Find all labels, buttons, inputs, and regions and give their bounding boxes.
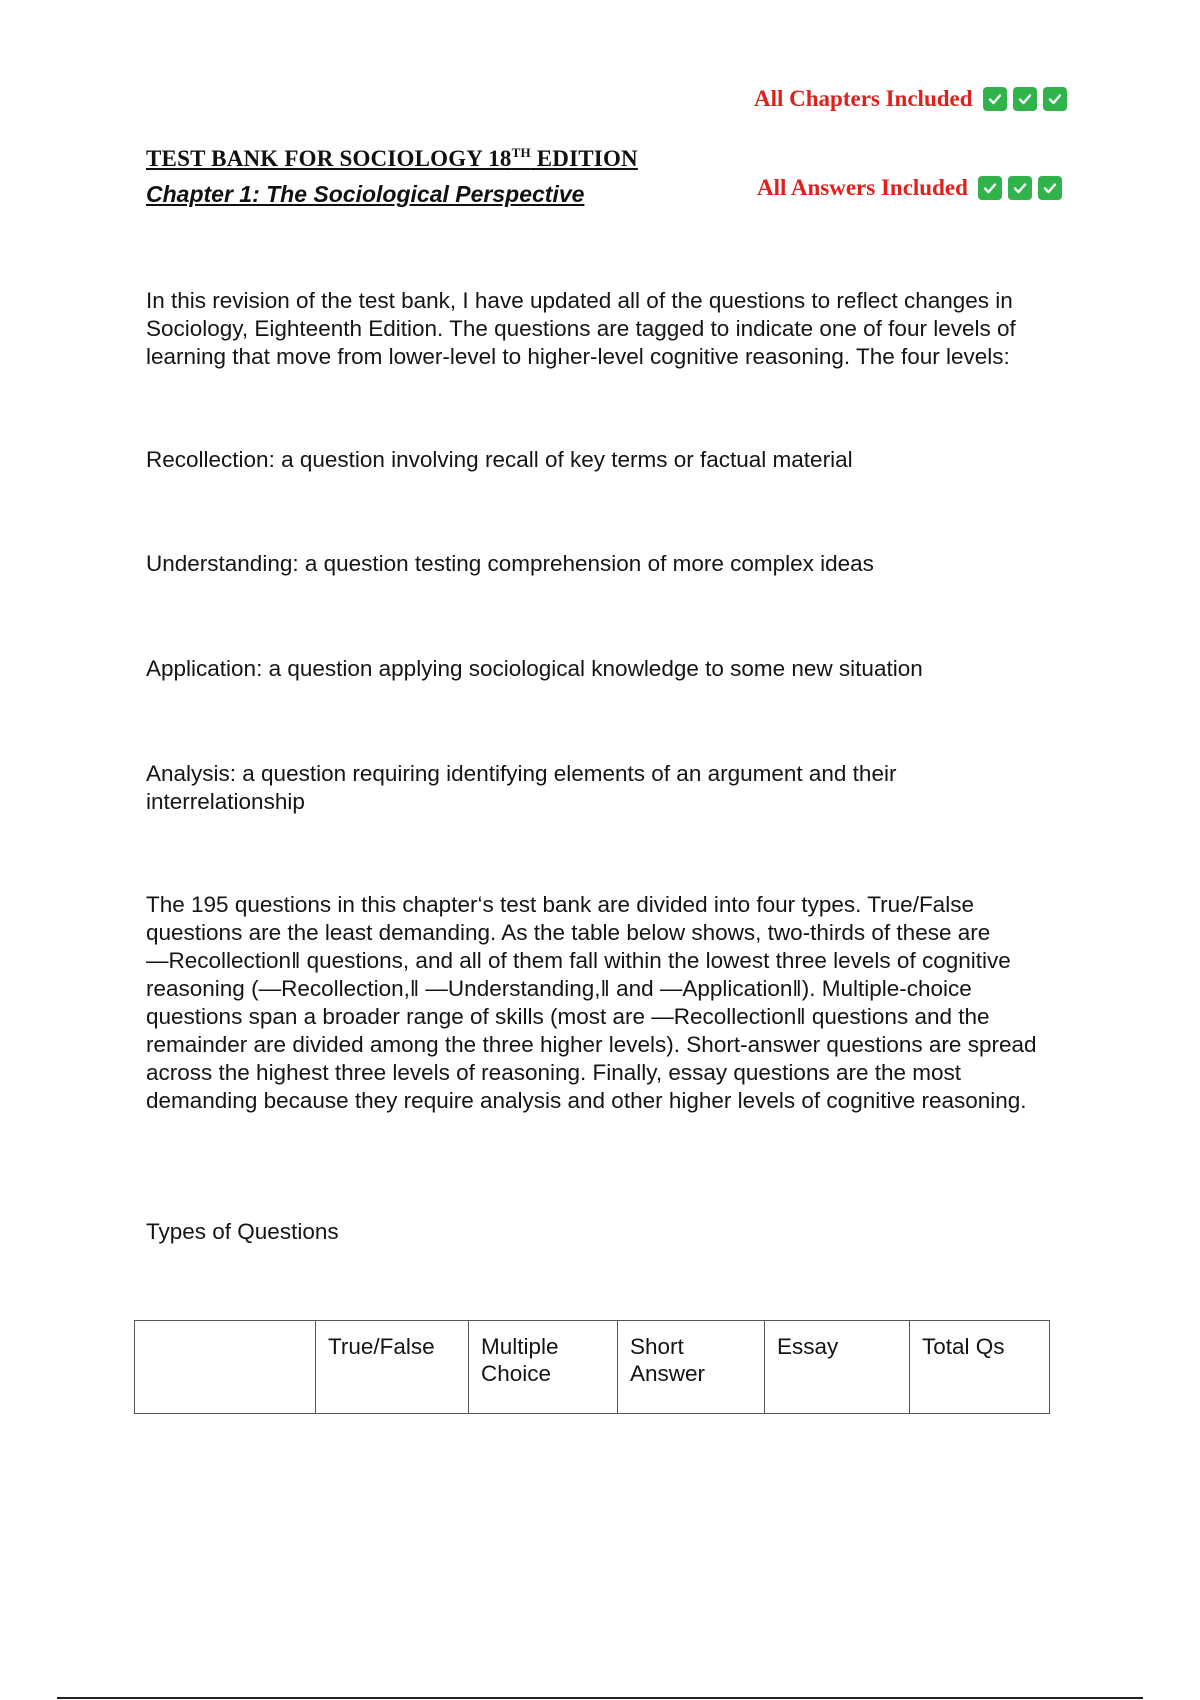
title-superscript: TH (511, 145, 531, 160)
question-types-paragraph: The 195 questions in this chapter‘s test bank are divided into four types. True/False questions are the least demanding. As the table below shows, two-thirds of these are ―Recollection‖ questions, and all of them fall within the lowest three levels of cognitive reasoning (―Recollection,‖ ―Understanding,‖ and ―Application‖). Multiple-choice questions span a broader range of skills (most are ―Recollection‖ questions and the remainder are divided among the three higher levels). Short-answer questions are spread across the highest three levels of reasoning. Finally, essay questions are the most demanding because they require analysis and other higher levels of cognitive reasoning. (146, 892, 1037, 1113)
all-chapters-label: All Chapters Included (754, 86, 973, 111)
check-box-icon (978, 176, 1002, 200)
check-box-icon (1008, 176, 1032, 200)
table-header-cell: Total Qs (910, 1321, 1050, 1414)
document-title (146, 145, 638, 172)
level-recollection: Recollection: a question involving recall of key terms or factual material (146, 447, 853, 472)
table-header-row (135, 1321, 1050, 1414)
title-main: TEST BANK FOR SOCIOLOGY 18 (146, 146, 512, 171)
check-box-icon (1013, 87, 1037, 111)
document-page (48, 0, 1142, 1700)
check-box-icon (983, 87, 1007, 111)
all-answers-label: All Answers Included (757, 175, 968, 200)
table-header-cell: Short Answer (618, 1321, 765, 1414)
table-header-cell: Essay (765, 1321, 910, 1414)
check-box-icon (1043, 87, 1067, 111)
page-bottom-rule (57, 1697, 1143, 1699)
level-understanding: Understanding: a question testing comprehension of more complex ideas (146, 551, 874, 576)
all-answers-badge (757, 175, 1062, 201)
check-group (978, 176, 1062, 200)
level-analysis: Analysis: a question requiring identifying elements of an argument and their interrelationship (146, 761, 897, 814)
question-types-table (134, 1320, 1050, 1414)
all-chapters-badge (754, 86, 1067, 112)
table-header-cell: Multiple Choice (469, 1321, 618, 1414)
table-header-cell: True/False (316, 1321, 469, 1414)
chapter-title: Chapter 1: The Sociological Perspective (146, 181, 585, 207)
title-tail: EDITION (530, 146, 638, 171)
types-of-questions-heading: Types of Questions (146, 1219, 339, 1244)
check-box-icon (1038, 176, 1062, 200)
intro-paragraph: In this revision of the test bank, I have updated all of the questions to reflect changes in Sociology, Eighteenth Edition. The questions are tagged to indicate one of four levels of learning that move from lower-level to higher-level cognitive reasoning. The four levels: (146, 288, 1016, 369)
check-group (983, 87, 1067, 111)
table-header-cell (135, 1321, 316, 1414)
level-application: Application: a question applying sociological knowledge to some new situation (146, 656, 923, 681)
